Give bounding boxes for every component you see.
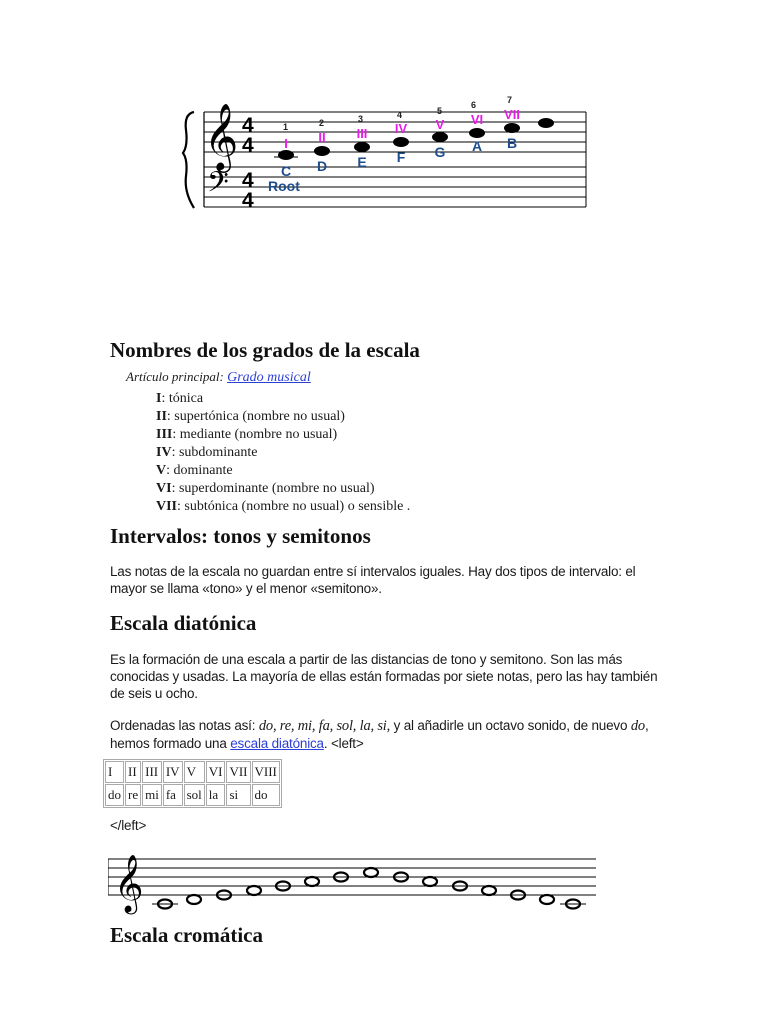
degree-number: 3 [358, 114, 364, 124]
table-cell: si [226, 784, 250, 806]
solfege-table [103, 759, 282, 808]
degree-number: 4 [397, 110, 403, 120]
roman-numeral: VI [470, 112, 484, 127]
table-row [105, 761, 280, 783]
note-letter: A [471, 138, 483, 154]
note-re [187, 895, 201, 904]
table-row [105, 784, 280, 806]
note-letter: C [280, 163, 292, 179]
p2-before: Ordenadas las notas así: [110, 718, 259, 733]
p2-mid: y al añadirle un octavo sonido, de nuevo [390, 718, 631, 733]
table-cell: fa [163, 784, 183, 806]
degree-numeral: VI [156, 481, 172, 496]
table-cell: mi [142, 784, 162, 806]
time-sig-bass-bottom: 4 [242, 189, 254, 212]
treble-clef-icon: 𝄞 [204, 102, 239, 170]
diatonic-scale-link[interactable]: escala diatónica [230, 736, 324, 751]
degree-number: 7 [507, 95, 513, 105]
table-cell: III [142, 761, 162, 783]
main-article-link[interactable]: Grado musical [227, 370, 311, 385]
roman-numeral: I [284, 136, 288, 151]
time-sig-bass-top: 4 [242, 169, 254, 192]
degree-name: : dominante [166, 463, 233, 478]
main-article-prefix: Artículo principal: [126, 369, 224, 384]
list-item [156, 390, 410, 408]
degree-name: : subdominante [171, 445, 258, 460]
table-cell: do [105, 784, 124, 806]
time-sig-treble-top: 4 [242, 114, 254, 137]
note-letter: B [506, 135, 518, 151]
degree-numeral: IV [156, 445, 172, 460]
note-fa [482, 886, 496, 895]
heading-chromatic: Escala cromática [110, 923, 263, 947]
table-cell: I [105, 761, 124, 783]
note-letter: D [316, 158, 328, 174]
degree-number: 2 [319, 118, 325, 128]
staff-brace [183, 112, 194, 208]
list-item [156, 408, 410, 426]
note-letter: E [357, 154, 367, 170]
list-item [156, 426, 410, 444]
note-c-high [538, 118, 554, 128]
list-item [156, 480, 410, 498]
degree-numeral: II [156, 409, 167, 424]
roman-numeral: IV [394, 121, 408, 136]
table-cell: VIII [252, 761, 280, 783]
bass-clef-icon: 𝄢 [207, 166, 229, 206]
p2-after-do: , hemos formado una [110, 718, 649, 751]
degree-name: : subtónica (nombre no usual) o sensible . [177, 499, 411, 514]
bass-staff [204, 167, 586, 207]
degree-name: : tónica [161, 391, 204, 406]
time-sig-treble-bottom: 4 [242, 134, 254, 157]
table-cell: II [125, 761, 141, 783]
degree-name: : mediante (nombre no usual) [172, 427, 338, 442]
roman-numeral: V [435, 117, 445, 132]
table-cell: do [252, 784, 280, 806]
degree-numeral: VII [156, 499, 178, 514]
roman-numeral: III [356, 126, 368, 141]
heading-intervals: Intervalos: tonos y semitonos [110, 524, 371, 548]
table-cell: la [206, 784, 226, 806]
note-fa [247, 886, 261, 895]
note-b [504, 123, 520, 133]
note-letter: G [434, 144, 446, 160]
note-f [393, 137, 409, 147]
diatonic-paragraph-2 [110, 717, 670, 752]
table-cell: re [125, 784, 141, 806]
note-la [305, 877, 319, 886]
intervals-paragraph: Las notas de la escala no guardan entre sí intervalos iguales. Hay dos tipos de intervalo: el mayor se llama «tono» y el menor «semitono». [110, 564, 636, 596]
table-cell: VII [226, 761, 250, 783]
degree-number: 1 [283, 122, 289, 132]
p2-notes: do, re, mi, fa, sol, la, si, [258, 718, 391, 734]
list-item [156, 444, 410, 462]
degree-numeral: V [156, 463, 167, 478]
list-item [156, 462, 410, 480]
diatonic-staff-figure [108, 845, 598, 915]
heading-degrees: Nombres de los grados de la escala [110, 338, 420, 362]
degree-name: : superdominante (nombre no usual) [171, 481, 375, 496]
p2-end: . <left> [323, 736, 364, 751]
roman-numeral: VII [504, 107, 520, 122]
treble-clef-icon: 𝄞 [114, 854, 144, 912]
note-la [423, 877, 437, 886]
note-g [432, 132, 448, 142]
note-e [354, 142, 370, 152]
closing-tag-text: </left> [110, 818, 147, 833]
note-do-high [364, 868, 378, 877]
note-d [314, 146, 330, 156]
diatonic-paragraph-1: Es la formación de una escala a partir de las distancias de tono y semitono. Son las más conocidas y usadas. La mayoría de ellas están formadas por siete notas, pero las hay también de seis u ocho. [110, 652, 658, 701]
roman-numeral: II [318, 130, 326, 145]
grand-staff-figure [180, 90, 600, 215]
heading-diatonic: Escala diatónica [110, 611, 257, 635]
degree-list [156, 390, 410, 516]
whole-notes [158, 868, 580, 909]
staff-lines [108, 859, 596, 895]
list-item [156, 498, 410, 516]
degree-name: : supertónica (nombre no usual) [166, 409, 345, 424]
table-cell: IV [163, 761, 183, 783]
table-cell: sol [184, 784, 205, 806]
main-article-note [126, 369, 311, 386]
note-c [278, 150, 294, 160]
note-re [540, 895, 554, 904]
note-letter: F [396, 149, 406, 165]
degree-numeral: III [156, 427, 173, 442]
degree-numeral: I [156, 391, 162, 406]
degree-number: 5 [437, 106, 443, 116]
note-a [469, 128, 485, 138]
p2-do: do [630, 718, 645, 734]
table-cell: VI [206, 761, 226, 783]
table-cell: V [184, 761, 205, 783]
degree-number: 6 [471, 100, 477, 110]
root-label: Root [268, 178, 300, 194]
